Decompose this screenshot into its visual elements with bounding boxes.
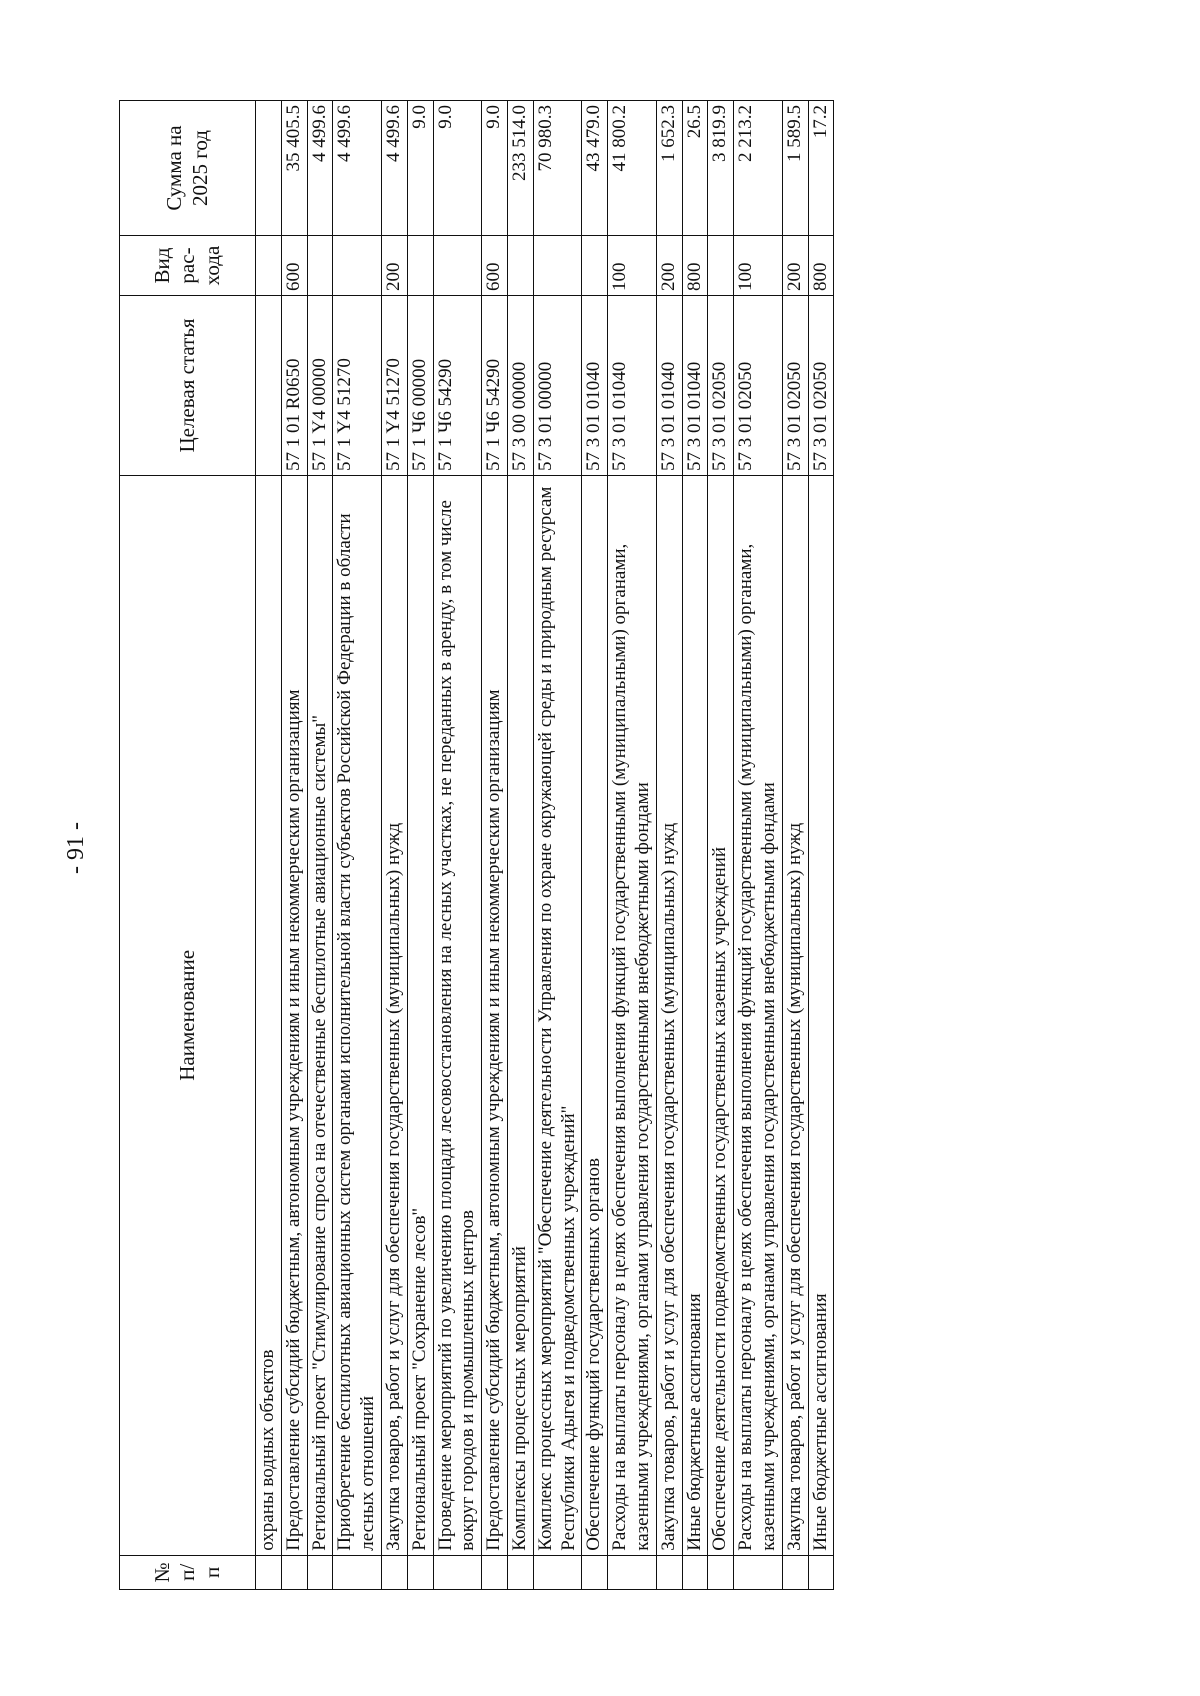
cell-expense-kind — [256, 236, 282, 296]
cell-no — [533, 1555, 582, 1589]
cell-no — [281, 1555, 307, 1589]
cell-name: Иные бюджетные ассигнования — [808, 475, 834, 1555]
cell-amount — [256, 101, 282, 236]
cell-expense-kind: 200 — [782, 236, 808, 296]
cell-amount: 1 652.3 — [656, 101, 682, 236]
cell-expense-kind — [433, 236, 482, 296]
cell-expense-kind — [533, 236, 582, 296]
cell-no — [482, 1555, 508, 1589]
table-row — [256, 101, 282, 1590]
cell-amount: 9.0 — [482, 101, 508, 236]
header-kind: Вид рас-хода — [120, 236, 256, 296]
cell-no — [682, 1555, 708, 1589]
header-no: № п/п — [120, 1555, 256, 1589]
cell-expense-kind: 200 — [381, 236, 407, 296]
cell-expense-kind — [407, 236, 433, 296]
table-row — [734, 101, 783, 1590]
cell-no — [708, 1555, 734, 1589]
cell-name: Закупка товаров, работ и услуг для обеспечения государственных (муниципальных) нужд — [782, 475, 808, 1555]
cell-expense-kind: 200 — [656, 236, 682, 296]
cell-target-code: 57 1 Y4 00000 — [307, 296, 333, 476]
cell-name: Региональный проект "Сохранение лесов" — [407, 475, 433, 1555]
table-row — [656, 101, 682, 1590]
table-row — [582, 101, 608, 1590]
cell-no — [433, 1555, 482, 1589]
cell-no — [808, 1555, 834, 1589]
table-row — [482, 101, 508, 1590]
cell-amount: 35 405.5 — [281, 101, 307, 236]
table-row — [782, 101, 808, 1590]
budget-table-container — [119, 100, 1060, 1590]
cell-name: Комплекс процессных мероприятий "Обеспечение деятельности Управления по охране окружающей среды и природным ресурсам Республики Адыгея и подведомственных учреждений" — [533, 475, 582, 1555]
cell-expense-kind: 800 — [808, 236, 834, 296]
budget-table — [119, 100, 834, 1590]
cell-amount: 2 213.2 — [734, 101, 783, 236]
table-body — [256, 101, 834, 1590]
table-row — [281, 101, 307, 1590]
header-name: Наименование — [120, 475, 256, 1555]
cell-no — [734, 1555, 783, 1589]
cell-amount: 4 499.6 — [381, 101, 407, 236]
table-row — [533, 101, 582, 1590]
cell-target-code: 57 3 01 02050 — [734, 296, 783, 476]
header-code: Целевая статья — [120, 296, 256, 476]
table-row — [381, 101, 407, 1590]
cell-name: Проведение мероприятий по увеличению площади лесовосстановления на лесных участках, не переданных в аренду, в том числе вокруг городов и промышленных центров — [433, 475, 482, 1555]
table-row — [307, 101, 333, 1590]
table-row — [682, 101, 708, 1590]
cell-name: Обеспечение функций государственных органов — [582, 475, 608, 1555]
cell-expense-kind — [333, 236, 382, 296]
cell-amount: 17.2 — [808, 101, 834, 236]
cell-name: Иные бюджетные ассигнования — [682, 475, 708, 1555]
cell-expense-kind — [507, 236, 533, 296]
header-sum: Сумма на 2025 год — [120, 101, 256, 236]
cell-target-code: 57 1 Ч6 54290 — [433, 296, 482, 476]
cell-amount: 9.0 — [433, 101, 482, 236]
table-header-row — [120, 101, 256, 1590]
table-row — [608, 101, 657, 1590]
cell-amount: 9.0 — [407, 101, 433, 236]
cell-name: Расходы на выплаты персоналу в целях обеспечения выполнения функций государственными (муниципальными) органами, казенными учреждениями, органами управления государственными внебюджетными фондами — [608, 475, 657, 1555]
cell-expense-kind — [582, 236, 608, 296]
page-number: - 91 - — [62, 822, 89, 874]
cell-name: Закупка товаров, работ и услуг для обеспечения государственных (муниципальных) нужд — [656, 475, 682, 1555]
cell-no — [582, 1555, 608, 1589]
cell-target-code: 57 3 01 01040 — [582, 296, 608, 476]
cell-amount: 1 589.5 — [782, 101, 808, 236]
cell-amount: 43 479.0 — [582, 101, 608, 236]
cell-target-code: 57 1 Y4 51270 — [333, 296, 382, 476]
cell-name: Закупка товаров, работ и услуг для обеспечения государственных (муниципальных) нужд — [381, 475, 407, 1555]
cell-expense-kind: 100 — [734, 236, 783, 296]
cell-name: Предоставление субсидий бюджетным, автономным учреждениям и иным некоммерческим организациям — [281, 475, 307, 1555]
table-row — [507, 101, 533, 1590]
cell-name: Региональный проект "Стимулирование спроса на отечественные беспилотные авиационные системы" — [307, 475, 333, 1555]
cell-no — [608, 1555, 657, 1589]
cell-target-code: 57 3 01 01040 — [608, 296, 657, 476]
table-row — [407, 101, 433, 1590]
cell-target-code: 57 3 00 00000 — [507, 296, 533, 476]
cell-no — [507, 1555, 533, 1589]
table-row — [433, 101, 482, 1590]
cell-amount: 26.5 — [682, 101, 708, 236]
cell-target-code: 57 3 01 02050 — [808, 296, 834, 476]
cell-target-code: 57 3 01 01040 — [656, 296, 682, 476]
cell-no — [407, 1555, 433, 1589]
cell-no — [307, 1555, 333, 1589]
cell-name: Расходы на выплаты персоналу в целях обеспечения выполнения функций государственными (муниципальными) органами, казенными учреждениями, органами управления государственными внебюджетными фондами — [734, 475, 783, 1555]
rotated-page-area — [119, 100, 1060, 1590]
cell-amount: 4 499.6 — [333, 101, 382, 236]
cell-target-code: 57 3 01 02050 — [708, 296, 734, 476]
cell-name: Обеспечение деятельности подведомственных государственных казенных учреждений — [708, 475, 734, 1555]
cell-no — [782, 1555, 808, 1589]
cell-name: Комплексы процессных мероприятий — [507, 475, 533, 1555]
cell-amount: 70 980.3 — [533, 101, 582, 236]
cell-expense-kind: 600 — [482, 236, 508, 296]
cell-expense-kind — [708, 236, 734, 296]
cell-expense-kind: 100 — [608, 236, 657, 296]
cell-expense-kind: 600 — [281, 236, 307, 296]
cell-name: Приобретение беспилотных авиационных систем органами исполнительной власти субъектов Российской Федерации в области лесных отношений — [333, 475, 382, 1555]
cell-target-code — [256, 296, 282, 476]
cell-amount: 3 819.9 — [708, 101, 734, 236]
table-row — [333, 101, 382, 1590]
cell-target-code: 57 3 01 00000 — [533, 296, 582, 476]
cell-no — [381, 1555, 407, 1589]
cell-expense-kind: 800 — [682, 236, 708, 296]
cell-target-code: 57 3 01 01040 — [682, 296, 708, 476]
cell-no — [656, 1555, 682, 1589]
cell-expense-kind — [307, 236, 333, 296]
table-row — [708, 101, 734, 1590]
table-row — [808, 101, 834, 1590]
cell-target-code: 57 1 01 R0650 — [281, 296, 307, 476]
cell-target-code: 57 1 Ч6 54290 — [482, 296, 508, 476]
cell-amount: 233 514.0 — [507, 101, 533, 236]
cell-name: Предоставление субсидий бюджетным, автономным учреждениям и иным некоммерческим организациям — [482, 475, 508, 1555]
cell-no — [333, 1555, 382, 1589]
cell-target-code: 57 1 Y4 51270 — [381, 296, 407, 476]
cell-amount: 41 800.2 — [608, 101, 657, 236]
cell-name: охраны водных объектов — [256, 475, 282, 1555]
cell-target-code: 57 1 Ч6 00000 — [407, 296, 433, 476]
cell-no — [256, 1555, 282, 1589]
cell-target-code: 57 3 01 02050 — [782, 296, 808, 476]
cell-amount: 4 499.6 — [307, 101, 333, 236]
